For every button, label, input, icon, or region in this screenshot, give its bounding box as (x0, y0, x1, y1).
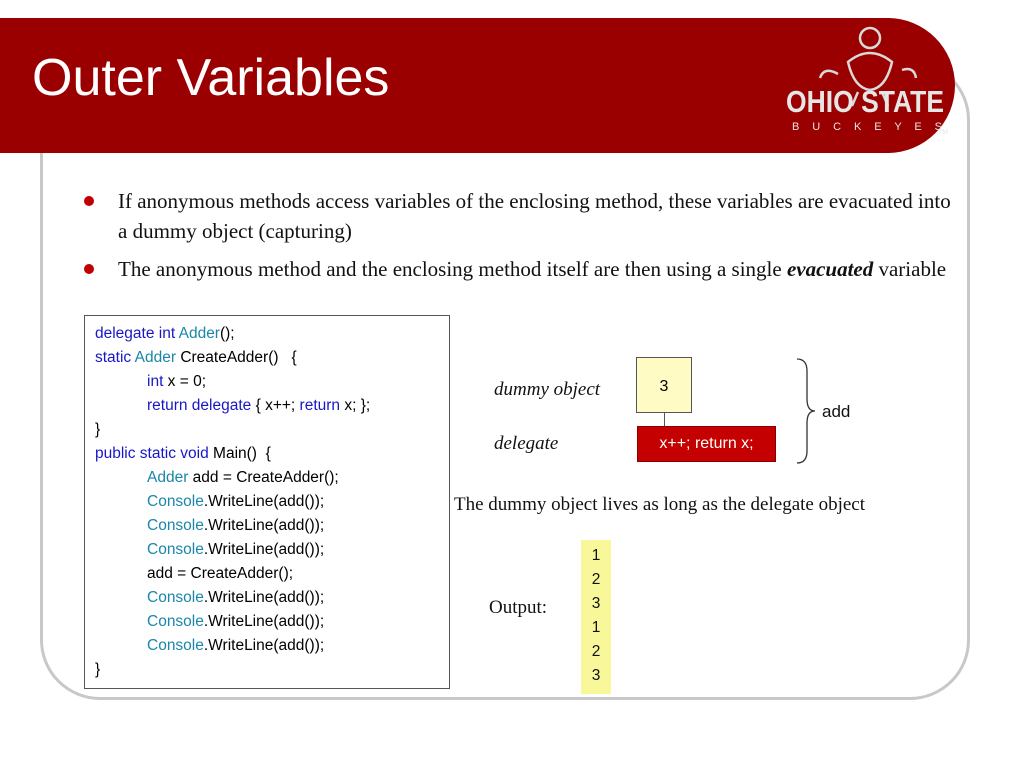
output-value: 2 (591, 571, 601, 588)
bullet-text: The anonymous method and the enclosing method itself are then using a single (118, 257, 787, 281)
dummy-object-label: dummy object (494, 379, 601, 400)
code-line (95, 418, 449, 442)
code-token: .WriteLine(add()); (203, 493, 325, 510)
output-value: 1 (591, 547, 601, 564)
code-line (95, 370, 449, 394)
code-line (95, 490, 449, 514)
code-token: CreateAdder() { (176, 349, 297, 366)
code-token: add = CreateAdder(); (188, 469, 339, 486)
code-token: (); (219, 325, 235, 342)
code-token: Adder (178, 325, 220, 342)
output-value: 1 (591, 619, 601, 636)
code-line (95, 610, 449, 634)
bullet-emphasis: evacuated (786, 257, 874, 281)
logo-text: OHIO STATE (786, 84, 944, 119)
code-token: return (299, 397, 341, 414)
code-token: .WriteLine(add()); (203, 637, 325, 654)
code-line (95, 538, 449, 562)
code-token: return delegate (147, 397, 252, 414)
code-token: .WriteLine(add()); (203, 541, 325, 558)
bullet-item (78, 186, 958, 246)
bullet-text-tail: variable (873, 257, 947, 281)
code-line (95, 466, 449, 490)
brace-icon (795, 357, 819, 470)
bullet-dot (84, 264, 94, 274)
logo-subtext: B U C K E Y E S (792, 121, 942, 133)
code-token: int (147, 373, 164, 390)
code-line (95, 394, 449, 418)
code-token: delegate int (95, 325, 179, 342)
code-token: Console (147, 589, 204, 606)
bullet-text: If anonymous methods access variables of the enclosing method, these variables are evacuated into a dummy object (capturing) (118, 189, 951, 243)
code-token: Console (147, 637, 204, 654)
code-line (95, 346, 449, 370)
code-block (84, 315, 450, 689)
code-line (95, 322, 449, 346)
code-token: } (95, 421, 101, 438)
code-line (95, 658, 449, 682)
code-token: Console (147, 613, 204, 630)
code-token: public static void (95, 445, 209, 462)
code-token: Main() { (208, 445, 271, 462)
delegate-label: delegate (494, 433, 559, 454)
connector-line (664, 413, 665, 426)
bullet-item (78, 254, 958, 284)
code-token: .WriteLine(add()); (203, 517, 325, 534)
code-line (95, 586, 449, 610)
code-line (95, 514, 449, 538)
code-token: x = 0; (163, 373, 207, 390)
dummy-object-box: 3 (636, 357, 692, 413)
code-token: add = CreateAdder(); (147, 565, 294, 582)
bullet-list (78, 186, 958, 292)
logo-tm: TM (938, 129, 949, 136)
delegate-box: x++; return x; (637, 426, 776, 462)
code-token: .WriteLine(add()); (203, 589, 325, 606)
code-token: { x++; (251, 397, 300, 414)
output-value: 2 (591, 643, 601, 660)
output-value: 3 (591, 595, 601, 612)
code-token: static (95, 349, 135, 366)
code-token: Console (147, 517, 204, 534)
code-line (95, 634, 449, 658)
code-line (95, 442, 449, 466)
output-label: Output: (489, 597, 548, 618)
output-value: 3 (591, 667, 601, 684)
bullet-dot (84, 196, 94, 206)
code-token: x; }; (340, 397, 371, 414)
code-token: Adder (147, 469, 189, 486)
add-label: add (822, 402, 851, 421)
code-line (95, 562, 449, 586)
ohio-state-logo (778, 22, 954, 140)
code-token: Console (147, 493, 204, 510)
code-token: Console (147, 541, 204, 558)
output-box (581, 540, 611, 694)
code-token: .WriteLine(add()); (203, 613, 325, 630)
lifetime-caption: The dummy object lives as long as the delegate object (454, 494, 866, 515)
code-token: Adder (134, 349, 177, 366)
code-token: } (95, 661, 101, 678)
slide-title: Outer Variables (32, 49, 390, 107)
